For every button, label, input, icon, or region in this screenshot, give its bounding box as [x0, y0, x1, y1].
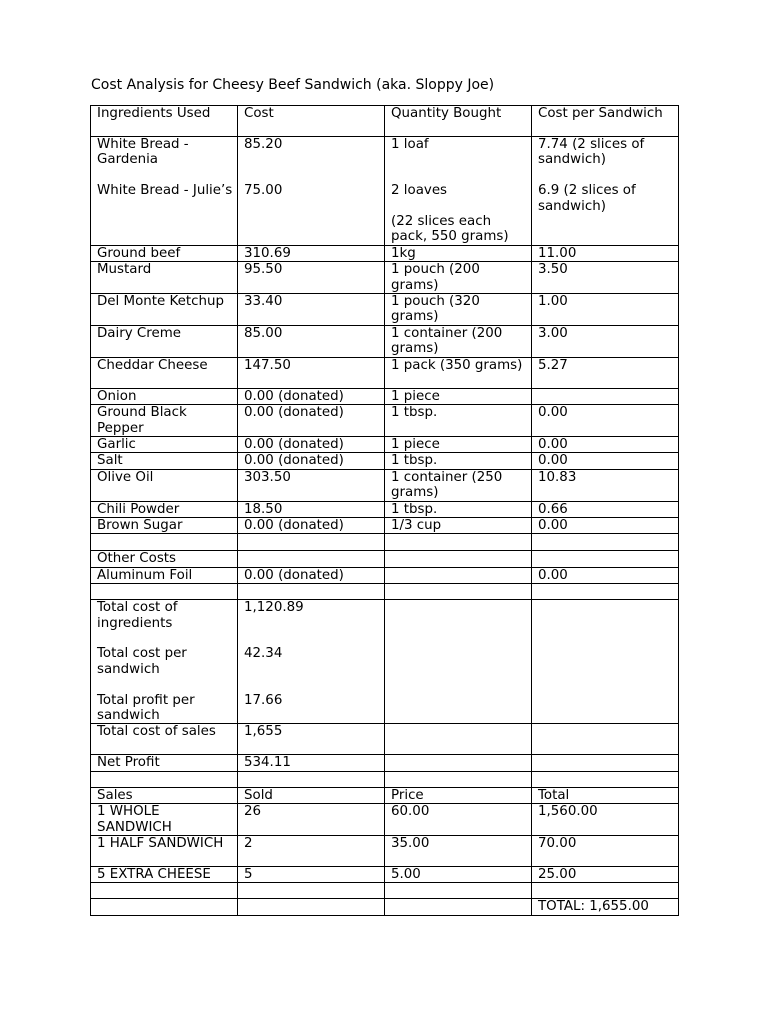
table-row	[91, 787, 679, 803]
table-cell-quantity	[385, 567, 532, 583]
table-cell-quantity: 1 pouch (320 grams)	[385, 294, 532, 326]
table-cell-item: Cheddar Cheese	[91, 357, 238, 388]
table-cell-per-sandwich: TOTAL: 1,655.00	[532, 899, 679, 915]
table-cell-cost: 0.00 (donated)	[238, 436, 385, 452]
table-cell-per-sandwich	[532, 724, 679, 755]
table-cell-item: 1 HALF SANDWICH	[91, 836, 238, 867]
table-cell-item: Olive Oil	[91, 469, 238, 501]
table-cell-per-sandwich	[532, 584, 679, 600]
table-cell-quantity: 1 tbsp.	[385, 501, 532, 517]
table-cell-per-sandwich: 25.00	[532, 867, 679, 883]
table-cell-quantity: 1 container (200 grams)	[385, 325, 532, 357]
table-cell-item: Net Profit	[91, 755, 238, 771]
table-cell-quantity	[385, 534, 532, 551]
table-cell-item: 1 WHOLE SANDWICH	[91, 804, 238, 836]
table-cell-quantity: 1 container (250 grams)	[385, 469, 532, 501]
table-row	[91, 469, 679, 501]
table-cell-per-sandwich: 70.00	[532, 836, 679, 867]
table-cell-item: Garlic	[91, 436, 238, 452]
table-cell-cost: 85.20 75.00	[238, 137, 385, 246]
table-cell-quantity	[385, 584, 532, 600]
table-cell-item: White Bread - Gardenia White Bread - Julie’s	[91, 137, 238, 246]
table-cell-cost: 0.00 (donated)	[238, 517, 385, 533]
table-cell-quantity: 60.00	[385, 804, 532, 836]
table-cell-item	[91, 883, 238, 899]
table-cell-per-sandwich	[532, 551, 679, 567]
table-cell-cost: 85.00	[238, 325, 385, 357]
table-cell-quantity: 1kg	[385, 245, 532, 261]
table-cell-quantity: 1 piece	[385, 388, 532, 404]
table-cell-item: Mustard	[91, 262, 238, 294]
table-cell-per-sandwich: 5.27	[532, 357, 679, 388]
table-cell-quantity: 1 tbsp.	[385, 405, 532, 437]
table-cell-cost: 0.00 (donated)	[238, 388, 385, 404]
table-row	[91, 245, 679, 261]
table-row	[91, 771, 679, 787]
table-cell-item: Brown Sugar	[91, 517, 238, 533]
table-cell-per-sandwich: 0.66	[532, 501, 679, 517]
table-cell-quantity	[385, 600, 532, 724]
table-row	[91, 867, 679, 883]
table-cell-quantity	[385, 899, 532, 915]
table-row	[91, 724, 679, 755]
table-cell-per-sandwich	[532, 600, 679, 724]
table-cell-per-sandwich: 3.50	[532, 262, 679, 294]
table-row	[91, 600, 679, 724]
table-row	[91, 262, 679, 294]
table-cell-per-sandwich: 0.00	[532, 453, 679, 469]
table-row	[91, 584, 679, 600]
table-cell-item: Onion	[91, 388, 238, 404]
table-cell-item: Del Monte Ketchup	[91, 294, 238, 326]
table-cell-cost	[238, 584, 385, 600]
table-cell-per-sandwich	[532, 883, 679, 899]
table-cell-cost: 1,120.89 42.34 17.66	[238, 600, 385, 724]
table-cell-per-sandwich	[532, 388, 679, 404]
table-row	[91, 436, 679, 452]
table-cell-per-sandwich: 11.00	[532, 245, 679, 261]
table-cell-item: Ground beef	[91, 245, 238, 261]
table-row	[91, 567, 679, 583]
table-cell-item	[91, 899, 238, 915]
table-body	[91, 106, 679, 916]
table-cell-cost: Cost	[238, 106, 385, 137]
table-cell-per-sandwich: 1,560.00	[532, 804, 679, 836]
table-cell-per-sandwich: Cost per Sandwich	[532, 106, 679, 137]
table-cell-quantity: 1 tbsp.	[385, 453, 532, 469]
table-cell-quantity: Quantity Bought	[385, 106, 532, 137]
table-cell-cost	[238, 534, 385, 551]
table-cell-cost: 0.00 (donated)	[238, 453, 385, 469]
table-row	[91, 137, 679, 246]
cost-analysis-table	[90, 105, 679, 916]
table-cell-per-sandwich: 1.00	[532, 294, 679, 326]
table-row	[91, 755, 679, 771]
table-row	[91, 836, 679, 867]
table-cell-item: Aluminum Foil	[91, 567, 238, 583]
table-row	[91, 804, 679, 836]
table-cell-per-sandwich	[532, 534, 679, 551]
table-cell-cost: 534.11	[238, 755, 385, 771]
table-cell-per-sandwich	[532, 755, 679, 771]
table-cell-item: Dairy Creme	[91, 325, 238, 357]
table-row	[91, 357, 679, 388]
table-cell-cost: 5	[238, 867, 385, 883]
table-cell-cost	[238, 899, 385, 915]
table-row	[91, 388, 679, 404]
table-cell-quantity	[385, 771, 532, 787]
document-title: Cost Analysis for Cheesy Beef Sandwich (aka. Sloppy Joe)	[91, 77, 495, 93]
table-cell-item: Ingredients Used	[91, 106, 238, 137]
table-row	[91, 294, 679, 326]
table-row	[91, 501, 679, 517]
table-row	[91, 517, 679, 533]
table-cell-item	[91, 584, 238, 600]
table-cell-item: 5 EXTRA CHEESE	[91, 867, 238, 883]
table-row	[91, 551, 679, 567]
table-cell-per-sandwich: Total	[532, 787, 679, 803]
table-cell-item: Sales	[91, 787, 238, 803]
table-cell-cost	[238, 883, 385, 899]
table-cell-cost: 0.00 (donated)	[238, 405, 385, 437]
table-cell-per-sandwich	[532, 771, 679, 787]
table-row	[91, 453, 679, 469]
table-cell-item	[91, 534, 238, 551]
table-cell-cost	[238, 551, 385, 567]
table-cell-cost: Sold	[238, 787, 385, 803]
table-cell-quantity: 1 pack (350 grams)	[385, 357, 532, 388]
table-row	[91, 405, 679, 437]
table-row	[91, 325, 679, 357]
table-cell-cost: 26	[238, 804, 385, 836]
table-cell-per-sandwich: 0.00	[532, 436, 679, 452]
table-cell-item: Chili Powder	[91, 501, 238, 517]
table-cell-cost: 95.50	[238, 262, 385, 294]
table-cell-cost: 33.40	[238, 294, 385, 326]
table-row	[91, 899, 679, 915]
table-cell-quantity	[385, 724, 532, 755]
table-row	[91, 883, 679, 899]
table-cell-quantity: Price	[385, 787, 532, 803]
table-cell-quantity: 1 pouch (200 grams)	[385, 262, 532, 294]
table-cell-cost: 310.69	[238, 245, 385, 261]
table-cell-quantity	[385, 551, 532, 567]
table-cell-quantity: 1 loaf 2 loaves (22 slices each pack, 550 grams)	[385, 137, 532, 246]
table-cell-per-sandwich: 0.00	[532, 405, 679, 437]
table-cell-quantity	[385, 755, 532, 771]
table-cell-item: Total cost of ingredients Total cost per sandwich Total profit per sandwich	[91, 600, 238, 724]
table-row	[91, 534, 679, 551]
table-cell-quantity: 1 piece	[385, 436, 532, 452]
table-cell-cost: 1,655	[238, 724, 385, 755]
table-cell-cost: 0.00 (donated)	[238, 567, 385, 583]
table-cell-item: Salt	[91, 453, 238, 469]
table-cell-quantity	[385, 883, 532, 899]
table-cell-cost	[238, 771, 385, 787]
table-cell-quantity: 1/3 cup	[385, 517, 532, 533]
table-row	[91, 106, 679, 137]
table-cell-item: Total cost of sales	[91, 724, 238, 755]
table-cell-item: Other Costs	[91, 551, 238, 567]
table-cell-per-sandwich: 10.83	[532, 469, 679, 501]
table-cell-quantity: 35.00	[385, 836, 532, 867]
table-cell-per-sandwich: 3.00	[532, 325, 679, 357]
table-cell-per-sandwich: 7.74 (2 slices of sandwich) 6.9 (2 slices of sandwich)	[532, 137, 679, 246]
table-cell-cost: 2	[238, 836, 385, 867]
table-cell-item	[91, 771, 238, 787]
table-cell-cost: 147.50	[238, 357, 385, 388]
table-cell-cost: 18.50	[238, 501, 385, 517]
table-cell-per-sandwich: 0.00	[532, 517, 679, 533]
table-cell-item: Ground Black Pepper	[91, 405, 238, 437]
table-cell-quantity: 5.00	[385, 867, 532, 883]
table-cell-cost: 303.50	[238, 469, 385, 501]
table-cell-per-sandwich: 0.00	[532, 567, 679, 583]
